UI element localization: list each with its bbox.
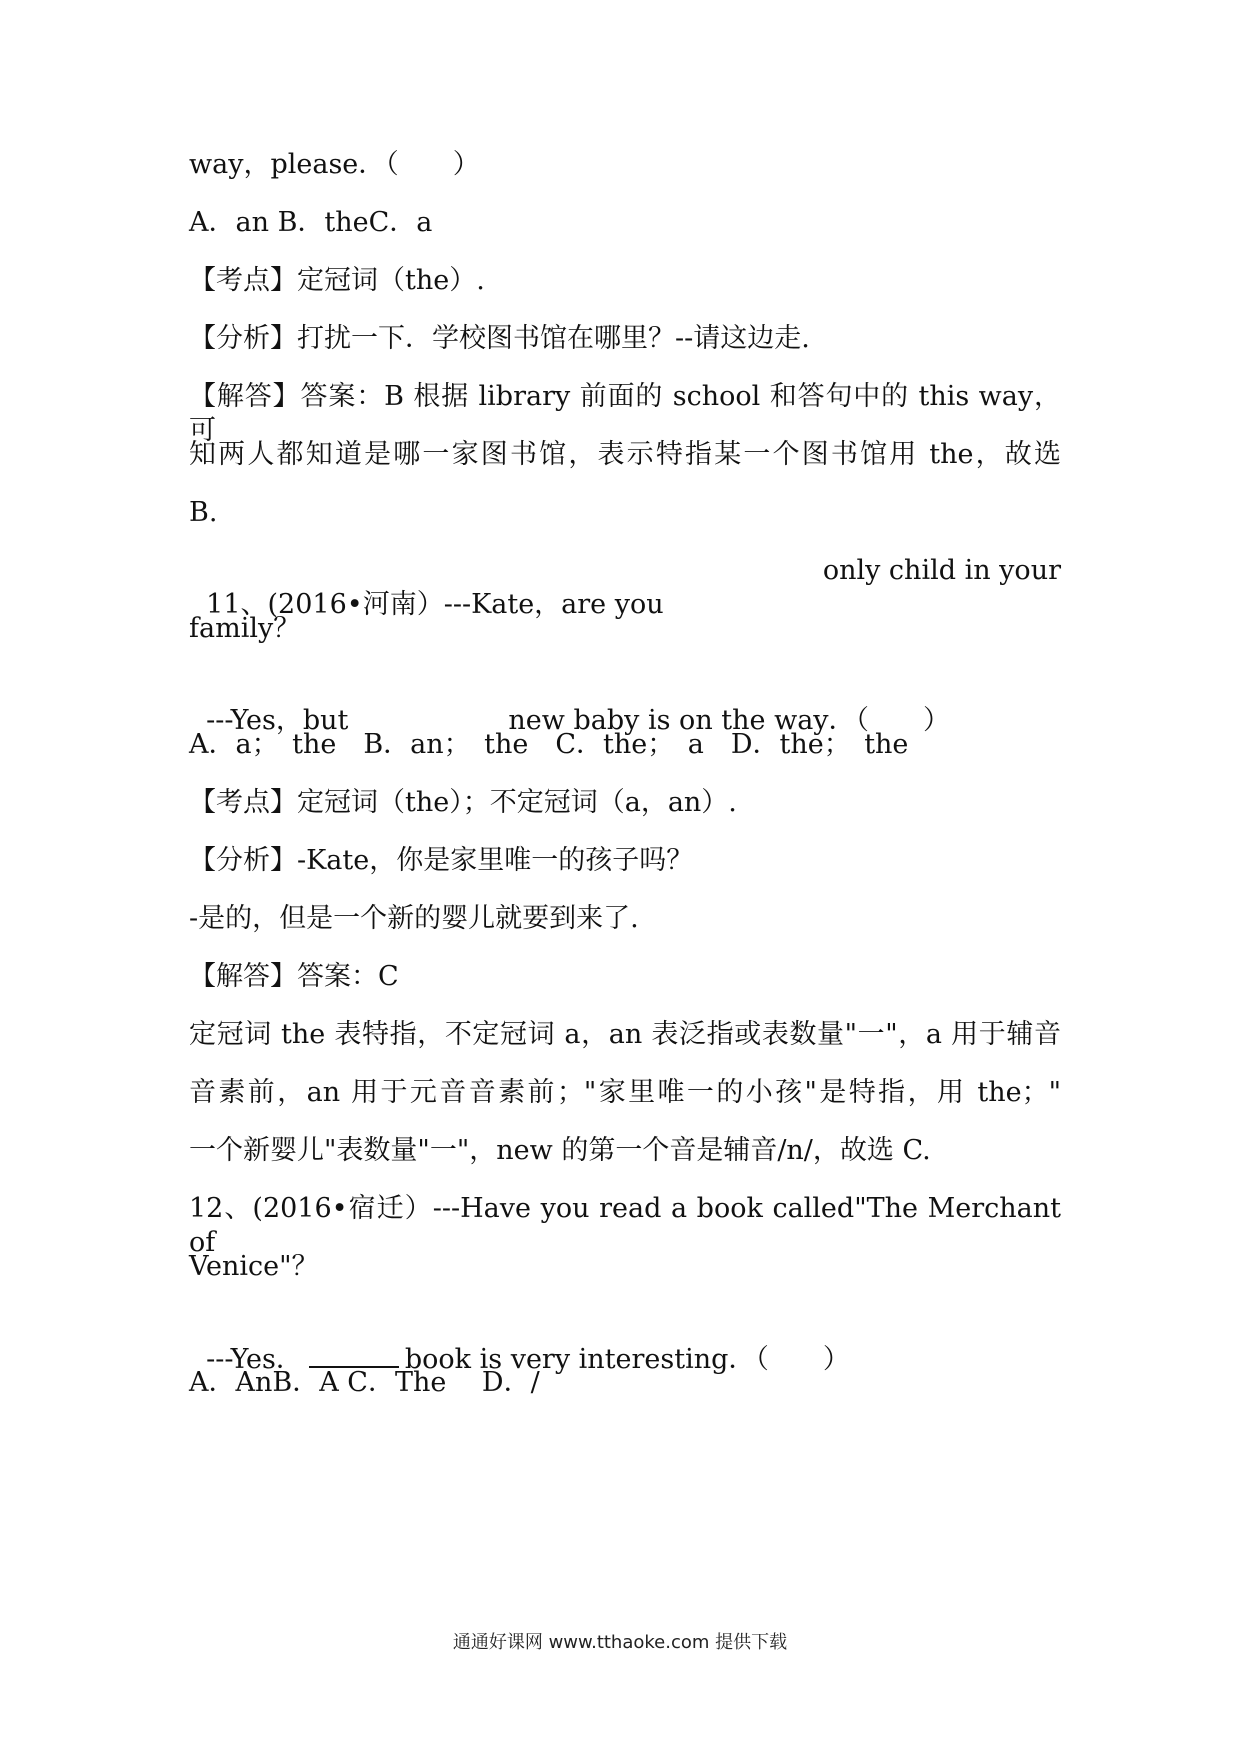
text-line: B. [189, 497, 218, 528]
text-line: -是的，但是一个新的婴儿就要到来了. [189, 903, 639, 934]
options-line: A．AnB．A C．The D．/ [189, 1367, 540, 1398]
text-line: way，please．（ ） [189, 149, 480, 180]
options-line: A．a； the B．an； the C．the； a D．the； the [189, 729, 909, 760]
answer-blank [309, 1342, 399, 1368]
reply-prefix: ---Yes． [206, 1344, 303, 1375]
text-line: 【解答】答案：C [189, 961, 399, 992]
reply-suffix: book is very interesting．（ ） [404, 1344, 850, 1375]
text-line: 知两人都知道是哪一家图书馆，表示特指某一个图书馆用 the，故选 [189, 439, 1061, 470]
text-line: A．an B．theC．a [189, 207, 433, 238]
reply-suffix: new baby is on the way．（ ） [508, 705, 951, 736]
text-line: 【分析】打扰一下．学校图书馆在哪里？--请这边走. [189, 323, 810, 354]
text-line: 【考点】定冠词（the）；不定冠词（a，an）. [189, 787, 737, 818]
question-11-line [189, 554, 1061, 656]
question-11-suffix: only child in your [822, 555, 1061, 586]
text-line: Venice"？ [189, 1251, 319, 1282]
text-line: 【分析】-Kate，你是家里唯一的孩子吗？ [189, 845, 694, 876]
text-line: family？ [189, 613, 301, 644]
question-12-line: 12、(2016•宿迁）---Have you read a book called"The Merchant of [189, 1193, 1061, 1258]
text-line: 定冠词 the 表特指，不定冠词 a，an 表泛指或表数量"一"，a 用于辅音 [189, 1019, 1061, 1050]
page-footer: 通通好课网 www.tthaoke.com 提供下载 [452, 1632, 788, 1653]
text-line: 【考点】定冠词（the）. [189, 265, 485, 296]
text-line: 【解答】答案：B 根据 library 前面的 school 和答句中的 this way，可 [189, 381, 1061, 446]
reply-prefix: ---Yes，but [206, 705, 349, 736]
text-line: 一个新婴儿"表数量"一"，new 的第一个音是辅音/n/，故选 C. [189, 1135, 931, 1166]
question-11-prefix: 11、(2016•河南）---Kate，are you [206, 589, 664, 620]
text-line: 音素前，an 用于元音音素前；"家里唯一的小孩"是特指，用 the；" [189, 1077, 1061, 1108]
